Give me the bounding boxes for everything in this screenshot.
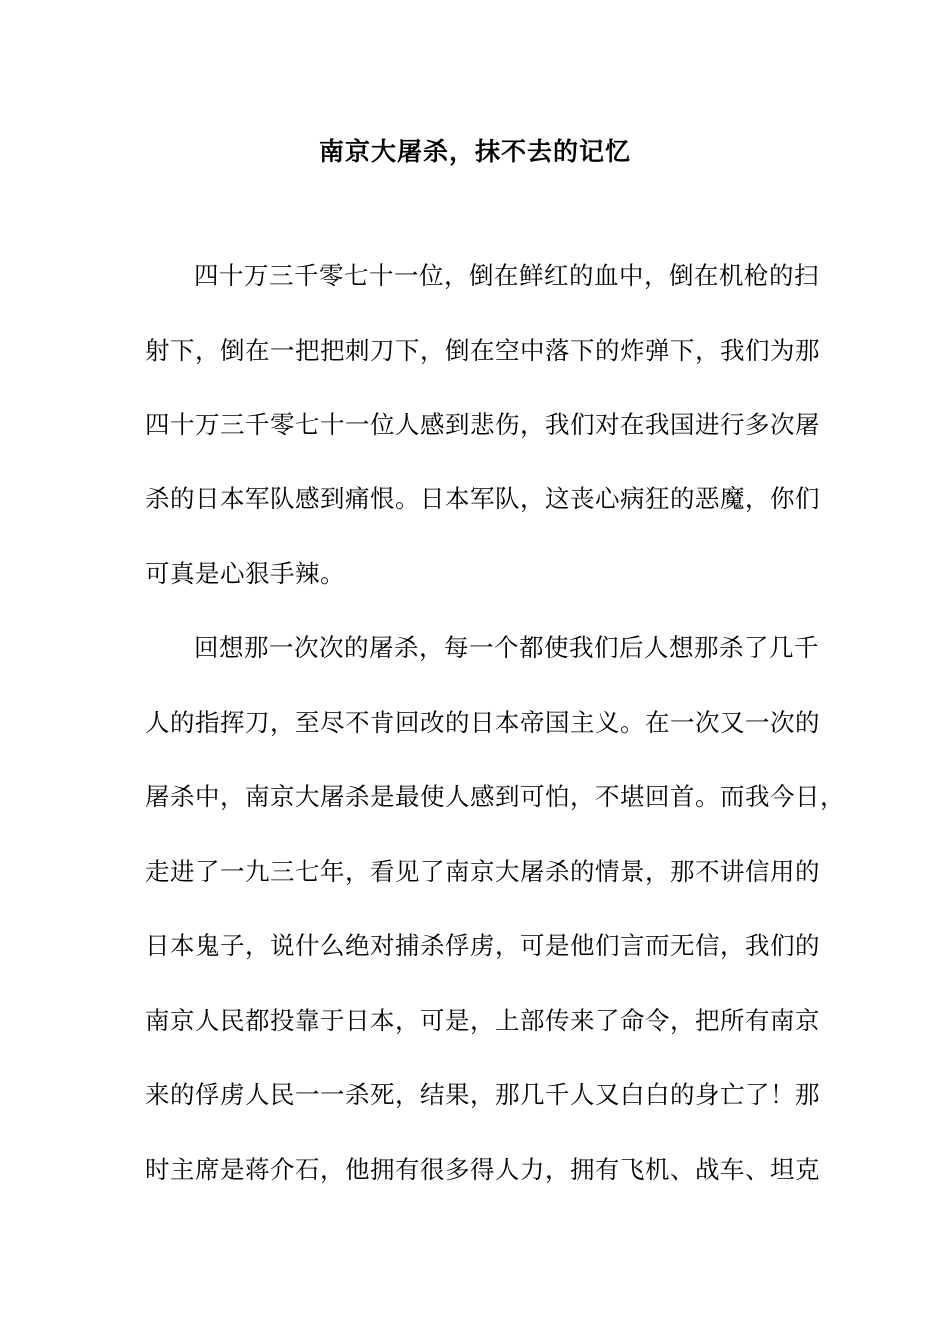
document-title: 南京大屠杀，抹不去的记忆 bbox=[318, 137, 631, 166]
paragraph-1-line-1: 四十万三千零七十一位，倒在鲜红的血中，倒在机枪的扫 bbox=[194, 261, 819, 290]
paragraph-2-line-2: 人的指挥刀，至尽不肯回改的日本帝国主义。在一次又一次的 bbox=[145, 708, 820, 737]
paragraph-2-line-8: 时主席是蒋介石，他拥有很多得人力，拥有飞机、战车、坦克 bbox=[145, 1155, 820, 1184]
paragraph-2-line-4: 走进了一九三七年，看见了南京大屠杀的情景，那不讲信用的 bbox=[145, 857, 820, 886]
paragraph-1-line-3: 四十万三千零七十一位人感到悲伤，我们对在我国进行多次屠 bbox=[145, 410, 820, 439]
paragraph-1-line-4: 杀的日本军队感到痛恨。日本军队，这丧心病狂的恶魔，你们 bbox=[145, 484, 820, 513]
paragraph-2-line-6: 南京人民都投靠于日本，可是，上部传来了命令，把所有南京 bbox=[145, 1006, 820, 1035]
paragraph-2-line-5: 日本鬼子，说什么绝对捕杀俘虏，可是他们言而无信，我们的 bbox=[145, 931, 820, 960]
paragraph-1-line-2: 射下，倒在一把把刺刀下，倒在空中落下的炸弹下，我们为那 bbox=[145, 336, 820, 365]
paragraph-1-line-5: 可真是心狠手辣。 bbox=[145, 559, 345, 588]
paragraph-2-line-7: 来的俘虏人民一一杀死，结果，那几千人又白白的身亡了！那 bbox=[145, 1080, 820, 1109]
paragraph-2-line-3: 屠杀中，南京大屠杀是最使人感到可怕，不堪回首。而我今日， bbox=[145, 782, 845, 811]
paragraph-2-line-1: 回想那一次次的屠杀，每一个都使我们后人想那杀了几千 bbox=[194, 633, 819, 662]
